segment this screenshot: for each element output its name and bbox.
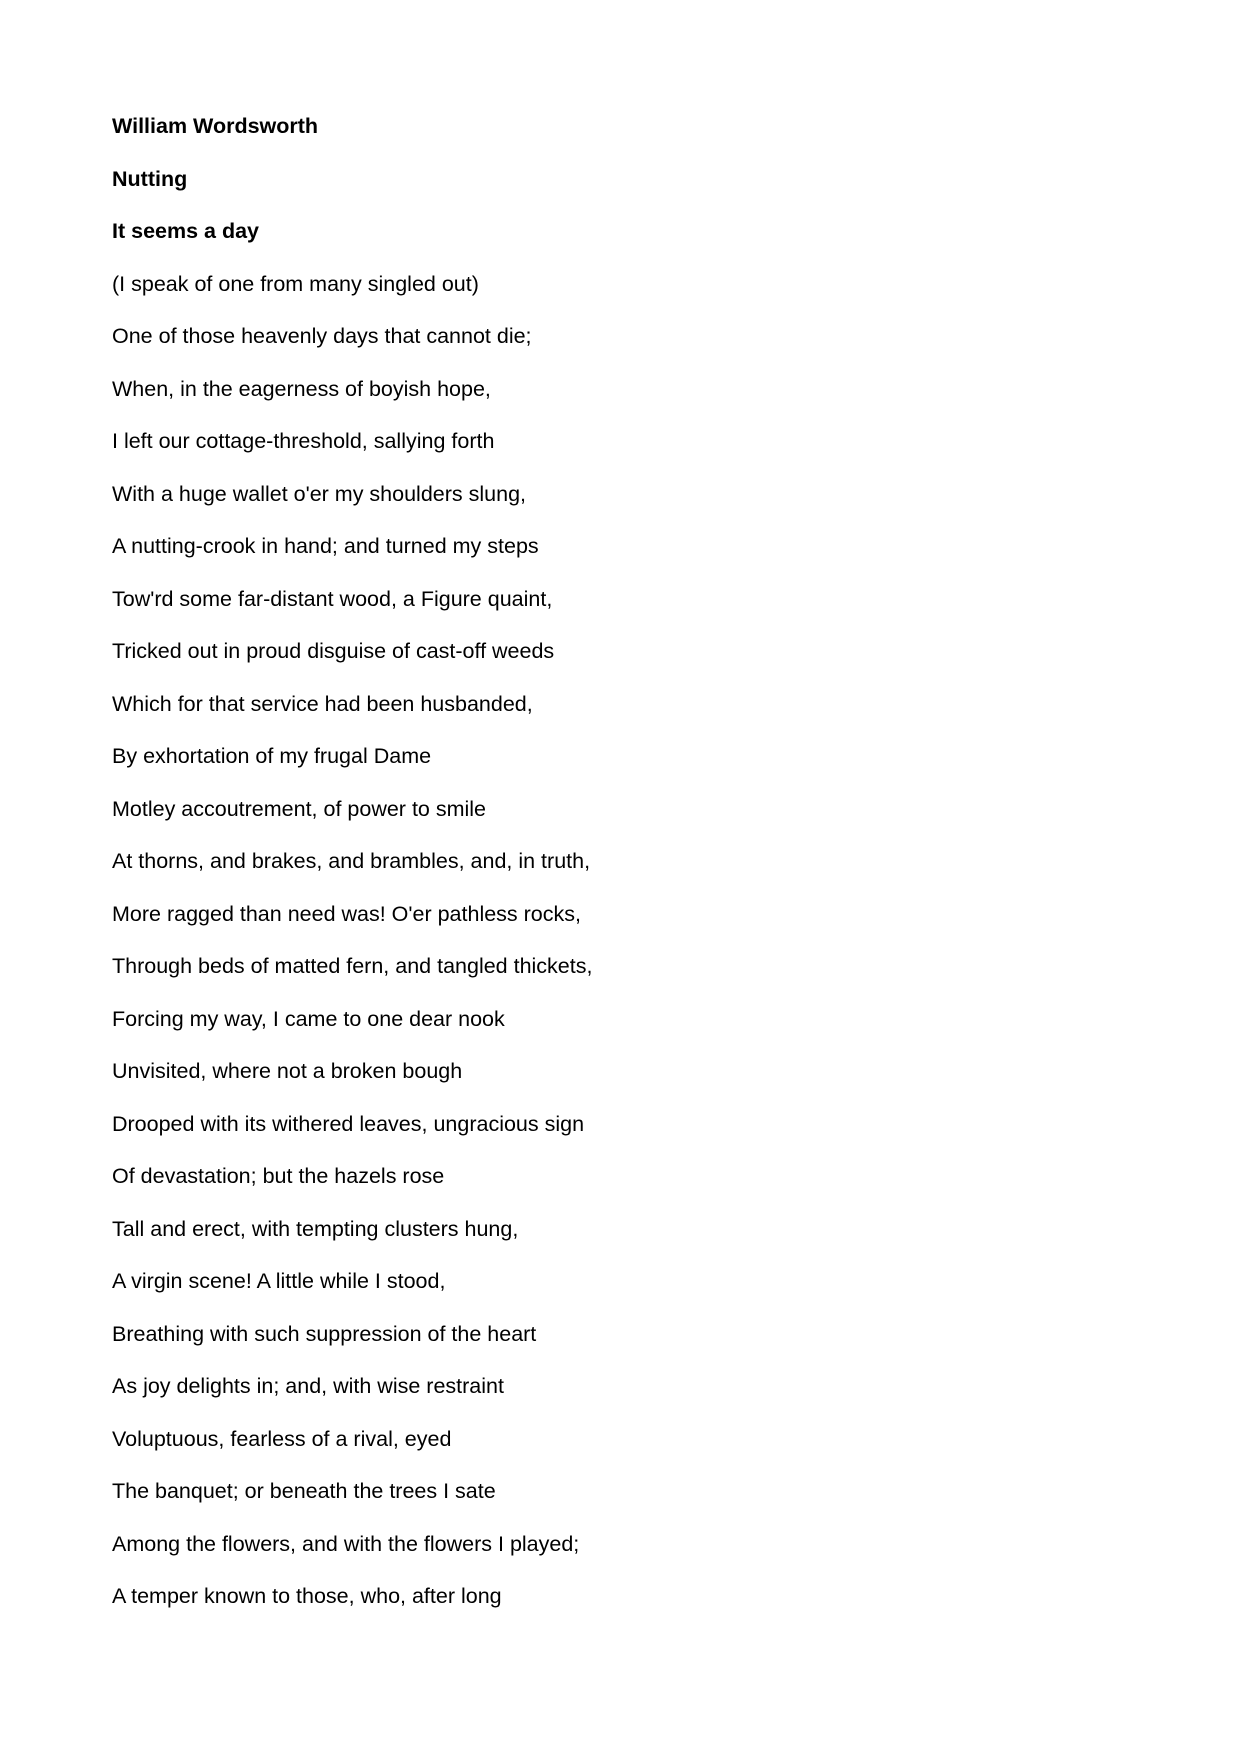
poem-body — [112, 108, 1112, 1631]
poem-line: A temper known to those, who, after long — [112, 1584, 502, 1608]
poem-first-line: It seems a day — [112, 219, 260, 243]
poem-line: Tall and erect, with tempting clusters hung, — [112, 1216, 519, 1241]
poem-line: (I speak of one from many singled out) — [112, 271, 479, 296]
poem-line: A virgin scene! A little while I stood, — [112, 1269, 446, 1293]
poem-line: Tricked out in proud disguise of cast-off weeds — [112, 639, 555, 663]
poem-line: By exhortation of my frugal Dame — [112, 744, 432, 768]
poem-line: Voluptuous, fearless of a rival, eyed — [112, 1426, 452, 1451]
poem-line: Breathing with such suppression of the heart — [112, 1321, 537, 1346]
poem-line: Drooped with its withered leaves, ungracious sign — [112, 1111, 585, 1136]
poem-line: At thorns, and brakes, and brambles, and, in truth, — [112, 849, 591, 873]
poem-line: Which for that service had been husbanded, — [112, 691, 533, 716]
poem-line: I left our cottage-threshold, sallying forth — [112, 429, 495, 453]
poem-line: As joy delights in; and, with wise restraint — [112, 1374, 504, 1398]
poem-line: Among the flowers, and with the flowers I played; — [112, 1531, 580, 1556]
poem-line: Motley accoutrement, of power to smile — [112, 796, 487, 821]
poem-line: Forcing my way, I came to one dear nook — [112, 1006, 505, 1031]
poem-line: Through beds of matted fern, and tangled thickets, — [112, 954, 593, 978]
poem-line: With a huge wallet o'er my shoulders slung, — [112, 481, 527, 506]
poem-line: Of devastation; but the hazels rose — [112, 1164, 445, 1188]
poem-line: Tow'rd some far-distant wood, a Figure quaint, — [112, 586, 553, 611]
poem-line: Unvisited, where not a broken bough — [112, 1059, 463, 1083]
poem-line: When, in the eagerness of boyish hope, — [112, 376, 491, 401]
author-heading: William Wordsworth — [112, 114, 319, 138]
poem-line: The banquet; or beneath the trees I sate — [112, 1479, 496, 1503]
poem-line: A nutting-crook in hand; and turned my steps — [112, 534, 539, 558]
poem-line: More ragged than need was! O'er pathless rocks, — [112, 901, 581, 926]
poem-line: One of those heavenly days that cannot die; — [112, 324, 532, 348]
poem-title: Nutting — [112, 166, 188, 191]
